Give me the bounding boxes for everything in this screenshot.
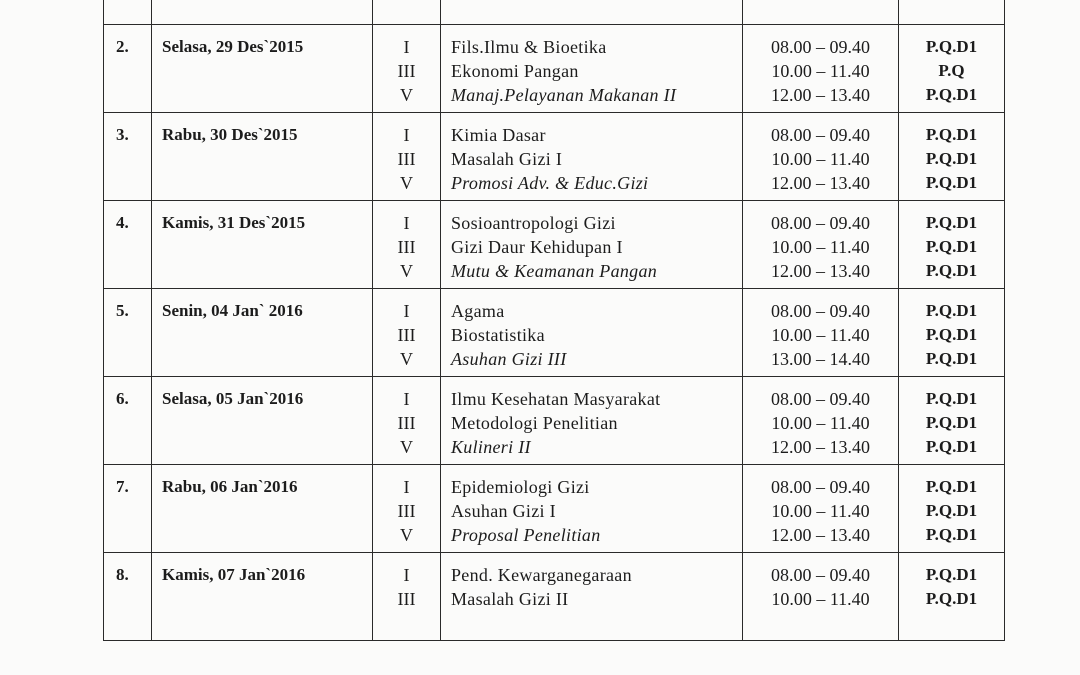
course-name: Asuhan Gizi I	[451, 501, 556, 521]
exam-schedule-table	[103, 0, 1005, 641]
exam-time: 10.00 – 11.40	[771, 413, 870, 433]
cell-room	[899, 201, 1005, 289]
course-name: Masalah Gizi II	[451, 589, 569, 609]
room-code: P.Q.D1	[925, 525, 978, 544]
cell-day	[152, 25, 373, 113]
room-code: P.Q.D1	[925, 325, 978, 344]
exam-date: Kamis, 07 Jan`2016	[162, 565, 306, 584]
exam-time: 08.00 – 09.40	[771, 213, 870, 233]
room-code: P.Q.D1	[925, 301, 978, 320]
cell-semester	[373, 465, 441, 553]
room-code: P.Q.D1	[925, 501, 978, 520]
exam-time: 08.00 – 09.40	[771, 565, 870, 585]
row-number: 5.	[116, 301, 129, 320]
room-code: P.Q.D1	[925, 85, 978, 104]
course-name: Epidemiologi Gizi	[451, 477, 590, 497]
cell-no	[104, 289, 152, 377]
room-code: P.Q.D1	[925, 437, 978, 456]
exam-time: 08.00 – 09.40	[771, 301, 870, 321]
semester-label: I	[403, 125, 410, 145]
schedule-row	[104, 553, 1005, 641]
cell-no	[104, 553, 152, 641]
exam-date: Rabu, 30 Des`2015	[162, 125, 298, 144]
course-name: Masalah Gizi I	[451, 149, 563, 169]
exam-time: 10.00 – 11.40	[771, 501, 870, 521]
cell-room	[899, 289, 1005, 377]
cell-semester	[373, 113, 441, 201]
exam-date: Selasa, 05 Jan`2016	[162, 389, 304, 408]
exam-time: 08.00 – 09.40	[771, 389, 870, 409]
semester-label: I	[403, 301, 410, 321]
cell-semester	[373, 377, 441, 465]
exam-time: 13.00 – 14.40	[771, 349, 870, 369]
semester-label: V	[400, 349, 413, 369]
exam-time: 08.00 – 09.40	[771, 477, 870, 497]
room-code: P.Q.D1	[925, 213, 978, 232]
semester-label: I	[403, 213, 410, 233]
exam-date: Selasa, 29 Des`2015	[162, 37, 304, 56]
exam-time: 12.00 – 13.40	[771, 261, 870, 281]
cell-time	[743, 25, 899, 113]
row-number: 3.	[116, 125, 129, 144]
semester-label: V	[400, 173, 413, 193]
room-code: P.Q.D1	[925, 589, 978, 608]
cell-semester	[373, 0, 441, 25]
room-code: P.Q	[938, 61, 965, 80]
room-code: P.Q.D1	[925, 565, 978, 584]
course-name: Asuhan Gizi III	[451, 349, 567, 369]
cell-course	[441, 465, 743, 553]
schedule-row	[104, 465, 1005, 553]
cell-course	[441, 289, 743, 377]
semester-label: V	[400, 261, 413, 281]
exam-time: 10.00 – 11.40	[771, 237, 870, 257]
cell-time	[743, 113, 899, 201]
course-name: Kimia Dasar	[451, 125, 546, 145]
semester-label: V	[400, 437, 413, 457]
semester-label: V	[400, 525, 413, 545]
semester-label: III	[397, 149, 416, 169]
semester-label: III	[397, 413, 416, 433]
cell-course	[441, 0, 743, 25]
course-name: Manaj.Pelayanan Makanan II	[451, 85, 677, 105]
room-code: P.Q.D1	[925, 477, 978, 496]
semester-label: III	[397, 589, 416, 609]
exam-date: Kamis, 31 Des`2015	[162, 213, 306, 232]
cell-room	[899, 25, 1005, 113]
cell-no	[104, 25, 152, 113]
room-code: P.Q.D1	[925, 389, 978, 408]
cell-course	[441, 113, 743, 201]
cell-course	[441, 25, 743, 113]
semester-label: I	[403, 565, 410, 585]
exam-time: 08.00 – 09.40	[771, 125, 870, 145]
cell-room	[899, 377, 1005, 465]
cell-course	[441, 201, 743, 289]
cell-no	[104, 113, 152, 201]
previous-row-tail	[104, 0, 1005, 25]
cell-time	[743, 201, 899, 289]
cell-time	[743, 465, 899, 553]
course-name: Biostatistika	[451, 325, 545, 345]
room-code: P.Q.D1	[925, 125, 978, 144]
exam-date: Senin, 04 Jan` 2016	[162, 301, 303, 320]
cell-time	[743, 553, 899, 641]
exam-time: 12.00 – 13.40	[771, 85, 870, 105]
cell-no	[104, 0, 152, 25]
cell-semester	[373, 201, 441, 289]
course-name: Ekonomi Pangan	[451, 61, 579, 81]
room-code: P.Q.D1	[925, 413, 978, 432]
exam-time: 10.00 – 11.40	[771, 325, 870, 345]
cell-no	[104, 201, 152, 289]
course-name: Pend. Kewarganegaraan	[451, 565, 632, 585]
cell-day	[152, 113, 373, 201]
cell-day	[152, 553, 373, 641]
cell-no	[104, 377, 152, 465]
exam-time: 12.00 – 13.40	[771, 525, 870, 545]
semester-label: III	[397, 61, 416, 81]
row-number: 6.	[116, 389, 129, 408]
row-number: 4.	[116, 213, 129, 232]
schedule-row	[104, 289, 1005, 377]
room-code: P.Q.D1	[925, 37, 978, 56]
cell-day	[152, 201, 373, 289]
semester-label: III	[397, 325, 416, 345]
cell-semester	[373, 553, 441, 641]
cell-room	[899, 113, 1005, 201]
exam-time: 10.00 – 11.40	[771, 589, 870, 609]
cell-time	[743, 377, 899, 465]
course-name: Ilmu Kesehatan Masyarakat	[451, 389, 661, 409]
course-name: Promosi Adv. & Educ.Gizi	[451, 173, 649, 193]
course-name: Metodologi Penelitian	[451, 413, 618, 433]
semester-label: III	[397, 237, 416, 257]
schedule-row	[104, 25, 1005, 113]
schedule-row	[104, 201, 1005, 289]
room-code: P.Q.D1	[925, 149, 978, 168]
room-code: P.Q.D1	[925, 261, 978, 280]
exam-date: Rabu, 06 Jan`2016	[162, 477, 298, 496]
course-name: Gizi Daur Kehidupan I	[451, 237, 623, 257]
room-code: P.Q.D1	[925, 349, 978, 368]
cell-day	[152, 0, 373, 25]
row-number: 7.	[116, 477, 129, 496]
semester-label: I	[403, 477, 410, 497]
semester-label: III	[397, 501, 416, 521]
cell-course	[441, 553, 743, 641]
schedule-row	[104, 113, 1005, 201]
course-name: Fils.Ilmu & Bioetika	[451, 37, 607, 57]
row-number: 8.	[116, 565, 129, 584]
cell-time	[743, 289, 899, 377]
cell-day	[152, 289, 373, 377]
semester-label: I	[403, 389, 410, 409]
cell-semester	[373, 289, 441, 377]
course-name: Mutu & Keamanan Pangan	[451, 261, 658, 281]
cell-room	[899, 553, 1005, 641]
schedule-row	[104, 377, 1005, 465]
course-name: Proposal Penelitian	[451, 525, 601, 545]
exam-time: 08.00 – 09.40	[771, 37, 870, 57]
course-name: Kulineri II	[451, 437, 531, 457]
exam-time: 12.00 – 13.40	[771, 173, 870, 193]
cell-room	[899, 465, 1005, 553]
schedule-body	[104, 0, 1005, 641]
exam-time: 10.00 – 11.40	[771, 149, 870, 169]
cell-time	[743, 0, 899, 25]
room-code: P.Q.D1	[925, 173, 978, 192]
cell-day	[152, 377, 373, 465]
cell-course	[441, 377, 743, 465]
cell-semester	[373, 25, 441, 113]
semester-label: V	[400, 85, 413, 105]
row-number: 2.	[116, 37, 129, 56]
cell-no	[104, 465, 152, 553]
course-name: Agama	[451, 301, 505, 321]
semester-label: I	[403, 37, 410, 57]
exam-time: 10.00 – 11.40	[771, 61, 870, 81]
cell-day	[152, 465, 373, 553]
exam-time: 12.00 – 13.40	[771, 437, 870, 457]
course-name: Sosioantropologi Gizi	[451, 213, 616, 233]
cell-room	[899, 0, 1005, 25]
room-code: P.Q.D1	[925, 237, 978, 256]
